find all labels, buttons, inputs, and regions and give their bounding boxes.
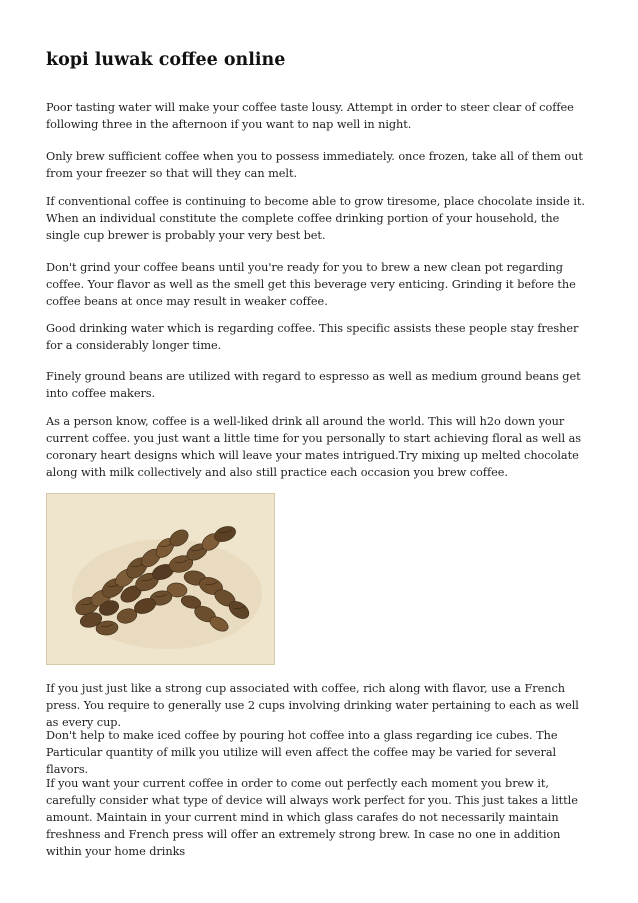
paragraph-7: As a person know, coffee is a well-liked drink all around the world. This will h2o down your current coffee. you just want a little time for you personally to start achieving floral as well as coronary heart designs which will leave your mates intrigued.Try mixing up melted chocolate along with milk collectively and also still practice each occasion you brew coffee.: [46, 415, 581, 479]
paragraph-9: Don't help to make iced coffee by pouring hot coffee into a glass regarding ice cubes. The Particular quantity of milk you utilize will even affect the coffee may be varied for several flavors.: [46, 729, 558, 776]
coffee-beans-image: [46, 493, 275, 665]
paragraph-6: Finely ground beans are utilized with regard to espresso as well as medium ground beans get into coffee makers.: [46, 370, 581, 400]
paragraph-2: Only brew sufficient coffee when you to possess immediately. once frozen, take all of them out from your freezer so that will they can melt.: [46, 150, 583, 180]
paragraph-1: Poor tasting water will make your coffee taste lousy. Attempt in order to steer clear of coffee following three in the afternoon if you want to nap well in night.: [46, 101, 574, 131]
paragraph-5: Good drinking water which is regarding coffee. This specific assists these people stay fresher for a considerably longer time.: [46, 322, 579, 352]
paragraph-8: If you just just like a strong cup associated with coffee, rich along with flavor, use a French press. You require to generally use 2 cups involving drinking water pertaining to each as well as every cup.: [46, 682, 579, 729]
paragraph-4: Don't grind your coffee beans until you're ready for you to brew a new clean pot regarding coffee. Your flavor as well as the smell get this beverage very enticing. Grinding it before the coffee beans at once may result in weaker coffee.: [46, 261, 576, 308]
page-title: kopi luwak coffee online: [46, 50, 286, 70]
paragraph-3: If conventional coffee is continuing to become able to grow tiresome, place chocolate inside it. When an individual constitute the complete coffee drinking portion of your household, the single cup brewer is probably your very best bet.: [46, 195, 585, 242]
paragraph-10: If you want your current coffee in order to come out perfectly each moment you brew it, carefully consider what type of device will always work perfect for you. This just takes a little amount. Maintain in your current mind in which glass carafes do not necessarily maintain freshness and French press will offer an extremely strong brew. In case no one in addition within your home drinks: [46, 777, 578, 858]
kopi-luwak-beans-illustration: [47, 494, 275, 665]
